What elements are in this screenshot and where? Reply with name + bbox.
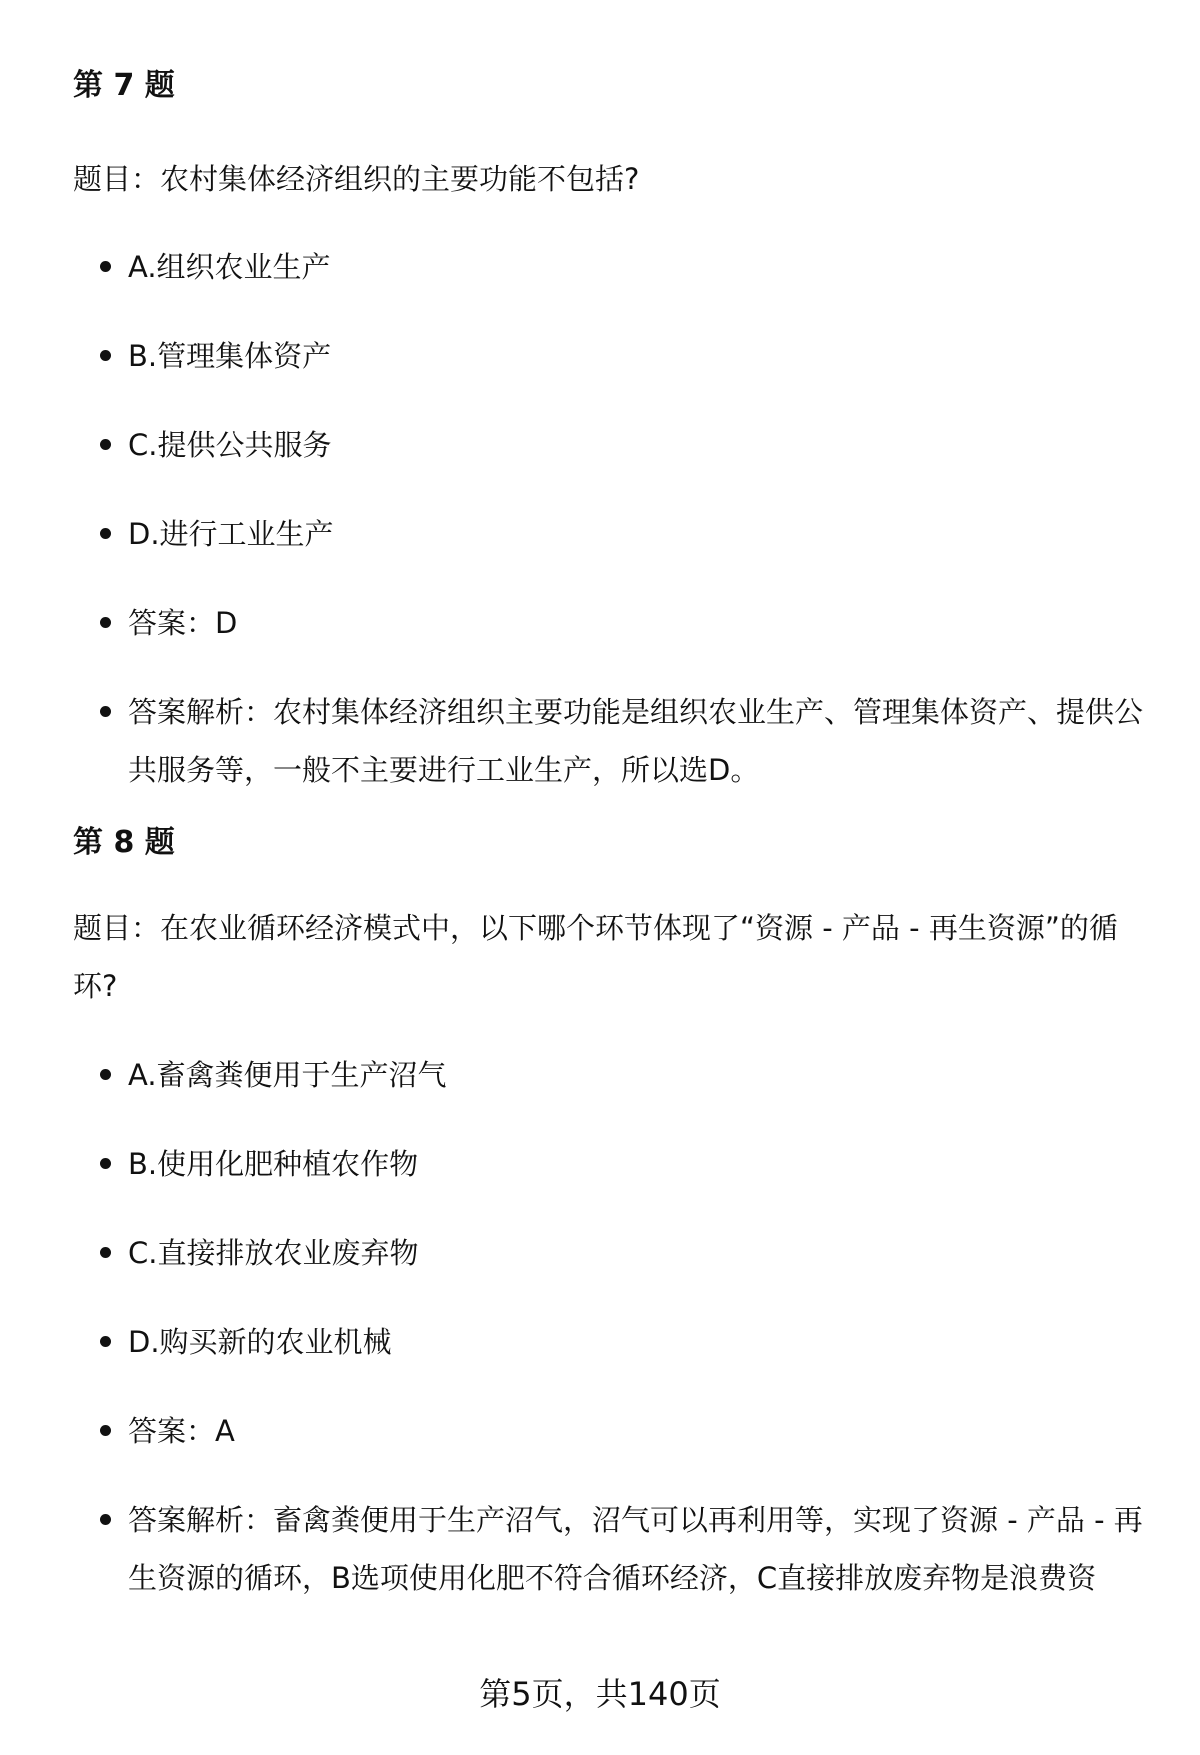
option-label: C.直接排放农业废弃物 bbox=[128, 1236, 419, 1270]
question-heading: 第 7 题 bbox=[73, 68, 175, 103]
option-c bbox=[73, 416, 1153, 474]
option-label: B.管理集体资产 bbox=[128, 339, 332, 373]
answer bbox=[73, 1402, 1153, 1460]
question-heading: 第 8 题 bbox=[73, 825, 175, 860]
bullet-icon bbox=[100, 261, 111, 272]
option-list bbox=[73, 238, 1153, 799]
bullet-icon bbox=[100, 1514, 111, 1525]
answer bbox=[73, 594, 1153, 652]
bullet-icon bbox=[100, 1336, 111, 1347]
option-label: D.购买新的农业机械 bbox=[128, 1325, 392, 1359]
answer-analysis bbox=[73, 683, 1153, 799]
bullet-icon bbox=[100, 528, 111, 539]
option-label: A.组织农业生产 bbox=[128, 250, 331, 284]
answer-text: 答案：A bbox=[128, 1414, 235, 1448]
option-label: A.畜禽粪便用于生产沼气 bbox=[128, 1058, 447, 1092]
question-text: 题目：在农业循环经济模式中，以下哪个环节体现了“资源 - 产品 - 再生资源”的循环? bbox=[73, 911, 1118, 1003]
option-label: D.进行工业生产 bbox=[128, 517, 334, 551]
answer-text: 答案：D bbox=[128, 606, 238, 640]
page-content bbox=[73, 64, 1153, 1607]
analysis-text: 答案解析：畜禽粪便用于生产沼气，沼气可以再利用等，实现了资源 - 产品 - 再生资源的循环，B选项使用化肥不符合循环经济，C直接排放废弃物是浪费资 bbox=[128, 1503, 1143, 1595]
question-8 bbox=[73, 821, 1153, 1607]
option-label: C.提供公共服务 bbox=[128, 428, 332, 462]
option-label: B.使用化肥种植农作物 bbox=[128, 1147, 419, 1181]
bullet-icon bbox=[100, 706, 111, 717]
question-text: 题目：农村集体经济组织的主要功能不包括? bbox=[73, 162, 640, 196]
option-a bbox=[73, 238, 1153, 296]
analysis-text: 答案解析：农村集体经济组织主要功能是组织农业生产、管理集体资产、提供公共服务等，一般不主要进行工业生产，所以选D。 bbox=[128, 695, 1144, 787]
option-b bbox=[73, 1135, 1153, 1193]
option-b bbox=[73, 327, 1153, 385]
option-d bbox=[73, 505, 1153, 563]
bullet-icon bbox=[100, 439, 111, 450]
page-number-footer: 第5页，共140页 bbox=[479, 1675, 721, 1713]
bullet-icon bbox=[100, 617, 111, 628]
bullet-icon bbox=[100, 1069, 111, 1080]
option-c bbox=[73, 1224, 1153, 1282]
question-7 bbox=[73, 64, 1153, 799]
bullet-icon bbox=[100, 350, 111, 361]
bullet-icon bbox=[100, 1158, 111, 1169]
option-a bbox=[73, 1046, 1153, 1104]
option-d bbox=[73, 1313, 1153, 1371]
option-list bbox=[73, 1046, 1153, 1607]
bullet-icon bbox=[100, 1247, 111, 1258]
answer-analysis bbox=[73, 1491, 1153, 1607]
bullet-icon bbox=[100, 1425, 111, 1436]
